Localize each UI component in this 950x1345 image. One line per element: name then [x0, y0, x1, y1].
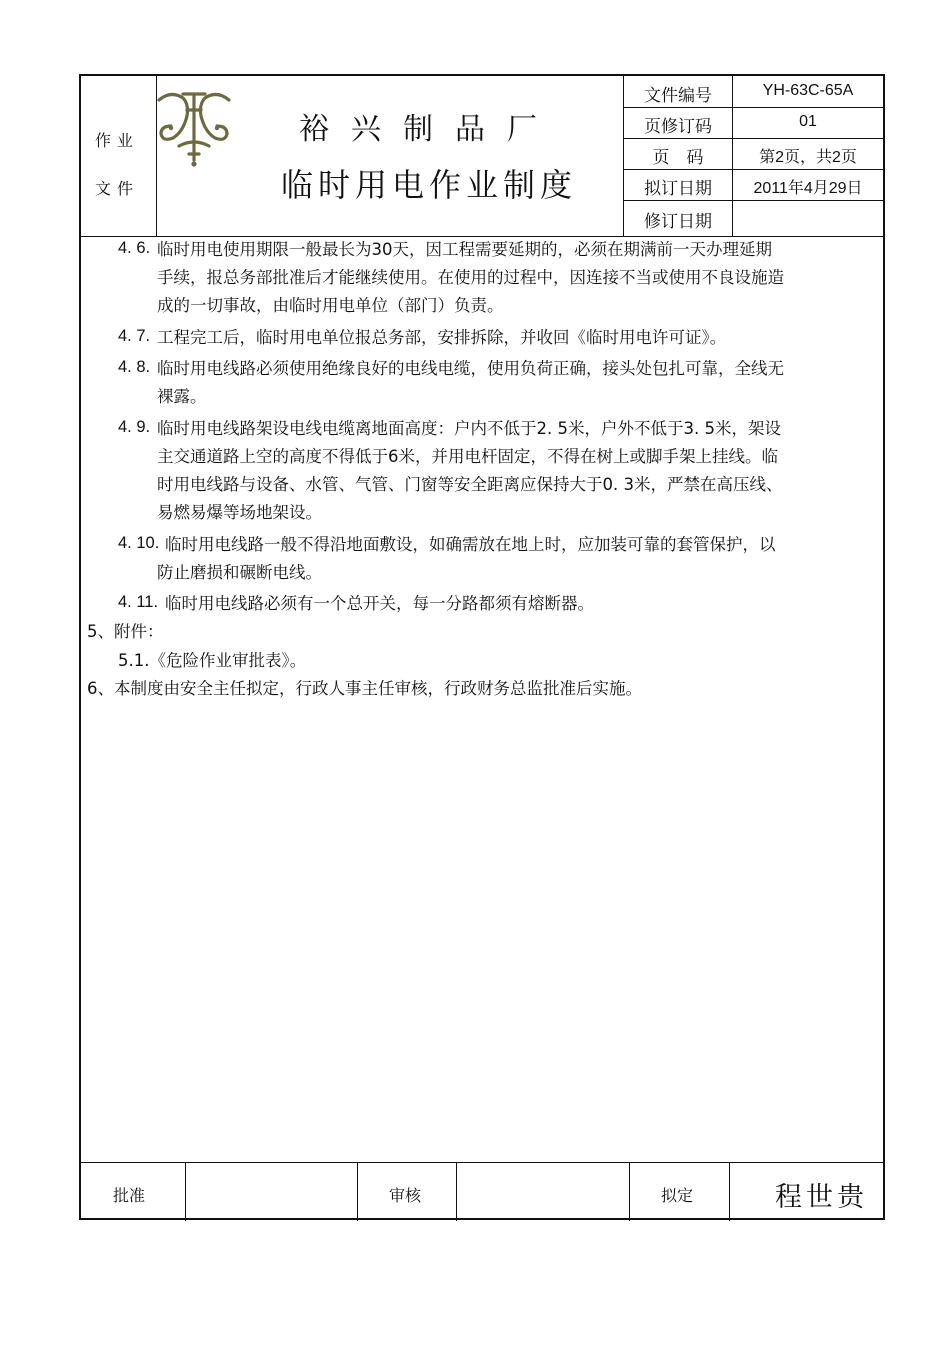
- clause-number: 4. 10.: [118, 534, 160, 552]
- clause-number: 4. 8.: [118, 358, 151, 376]
- ornamental-monogram-logo: [153, 88, 235, 170]
- page-title: 临时用电作业制度: [280, 166, 577, 204]
- clause-line: 主交通道路上空的高度不得低于6米，并用电杆固定，不得在树上或脚手架上挂线。临: [157, 447, 778, 466]
- clause-number: 4. 9.: [118, 418, 151, 436]
- company-name: 裕兴制品厂: [299, 112, 559, 147]
- signature-row: [81, 1162, 883, 1221]
- meta-value-doc-number: YH-63C-65A: [762, 82, 854, 99]
- clause-line: 时用电线路与设备、水管、气管、门窗等安全距离应保持大于0. 3米，严禁在高压线、: [157, 475, 783, 494]
- document-sheet: [79, 74, 885, 1220]
- sig-divider: [629, 1163, 630, 1221]
- meta-key-revision: 页修订码: [644, 117, 712, 137]
- clause-line: 临时用电线路必须有一个总开关，每一分路都须有熔断器。: [165, 594, 594, 613]
- clause-line: 工程完工后，临时用电单位报总务部，安排拆除，并收回《临时用电许可证》。: [157, 328, 727, 347]
- meta-key-draft-date: 拟订日期: [644, 179, 712, 199]
- clause-line: 手续，报总务部批准后才能继续使用。在使用的过程中，因连接不当或使用不良设施造: [157, 268, 784, 287]
- meta-value-page: 第2页，共2页: [759, 149, 857, 166]
- clause-line: 防止磨损和碾断电线。: [157, 563, 322, 582]
- sig-divider: [456, 1163, 457, 1221]
- clause-line: 成的一切事故，由临时用电单位（部门）负责。: [157, 296, 504, 315]
- section-6-text: 6、本制度由安全主任拟定，行政人事主任审核，行政财务总监批准后实施。: [87, 679, 642, 698]
- document-header: [81, 76, 883, 237]
- draft-label: 拟定: [661, 1186, 694, 1205]
- meta-key-page: 页 码: [652, 148, 704, 168]
- clause-line: 临时用电线路必须使用绝缘良好的电线电缆，使用负荷正确，接头处包扎可靠，全线无: [157, 359, 784, 378]
- meta-value-revision: 01: [799, 113, 817, 130]
- sig-divider: [185, 1163, 186, 1221]
- meta-row-line-2: [623, 138, 883, 139]
- meta-row-line-3: [623, 169, 883, 170]
- clause-number: 4. 7.: [118, 327, 151, 345]
- clause-line: 裸露。: [157, 387, 207, 406]
- clause-line: 易燃易爆等场地架设。: [157, 503, 322, 522]
- draft-signature: 程世贵: [775, 1182, 868, 1213]
- review-label: 审核: [389, 1186, 422, 1205]
- meta-value-draft-date: 2011年4月29日: [753, 180, 863, 197]
- approve-label: 批准: [113, 1186, 146, 1205]
- meta-key-revise-date: 修订日期: [644, 212, 712, 232]
- side-label-bottom: 文件: [95, 179, 140, 198]
- section-5-heading: 5、附件：: [87, 622, 164, 641]
- clause-number: 4. 11.: [118, 593, 159, 611]
- section-5-item: 5.1.《危险作业审批表》。: [118, 651, 307, 670]
- meta-key-doc-number: 文件编号: [644, 86, 712, 106]
- clause-line: 临时用电线路一般不得沿地面敷设，如确需放在地上时，应加装可靠的套管保护，以: [165, 535, 776, 554]
- clause-number: 4. 6.: [118, 239, 151, 257]
- clause-line: 临时用电线路架设电线电缆离地面高度：户内不低于2. 5米，户外不低于3. 5米，架设: [157, 419, 781, 438]
- clause-line: 临时用电使用期限一般最长为30天，因工程需要延期的，必须在期满前一天办理延期: [157, 240, 772, 259]
- sig-divider: [357, 1163, 358, 1221]
- side-label-top: 作业: [95, 131, 140, 150]
- sig-divider: [729, 1163, 730, 1221]
- meta-row-line-1: [623, 107, 883, 108]
- meta-row-line-4: [623, 200, 883, 201]
